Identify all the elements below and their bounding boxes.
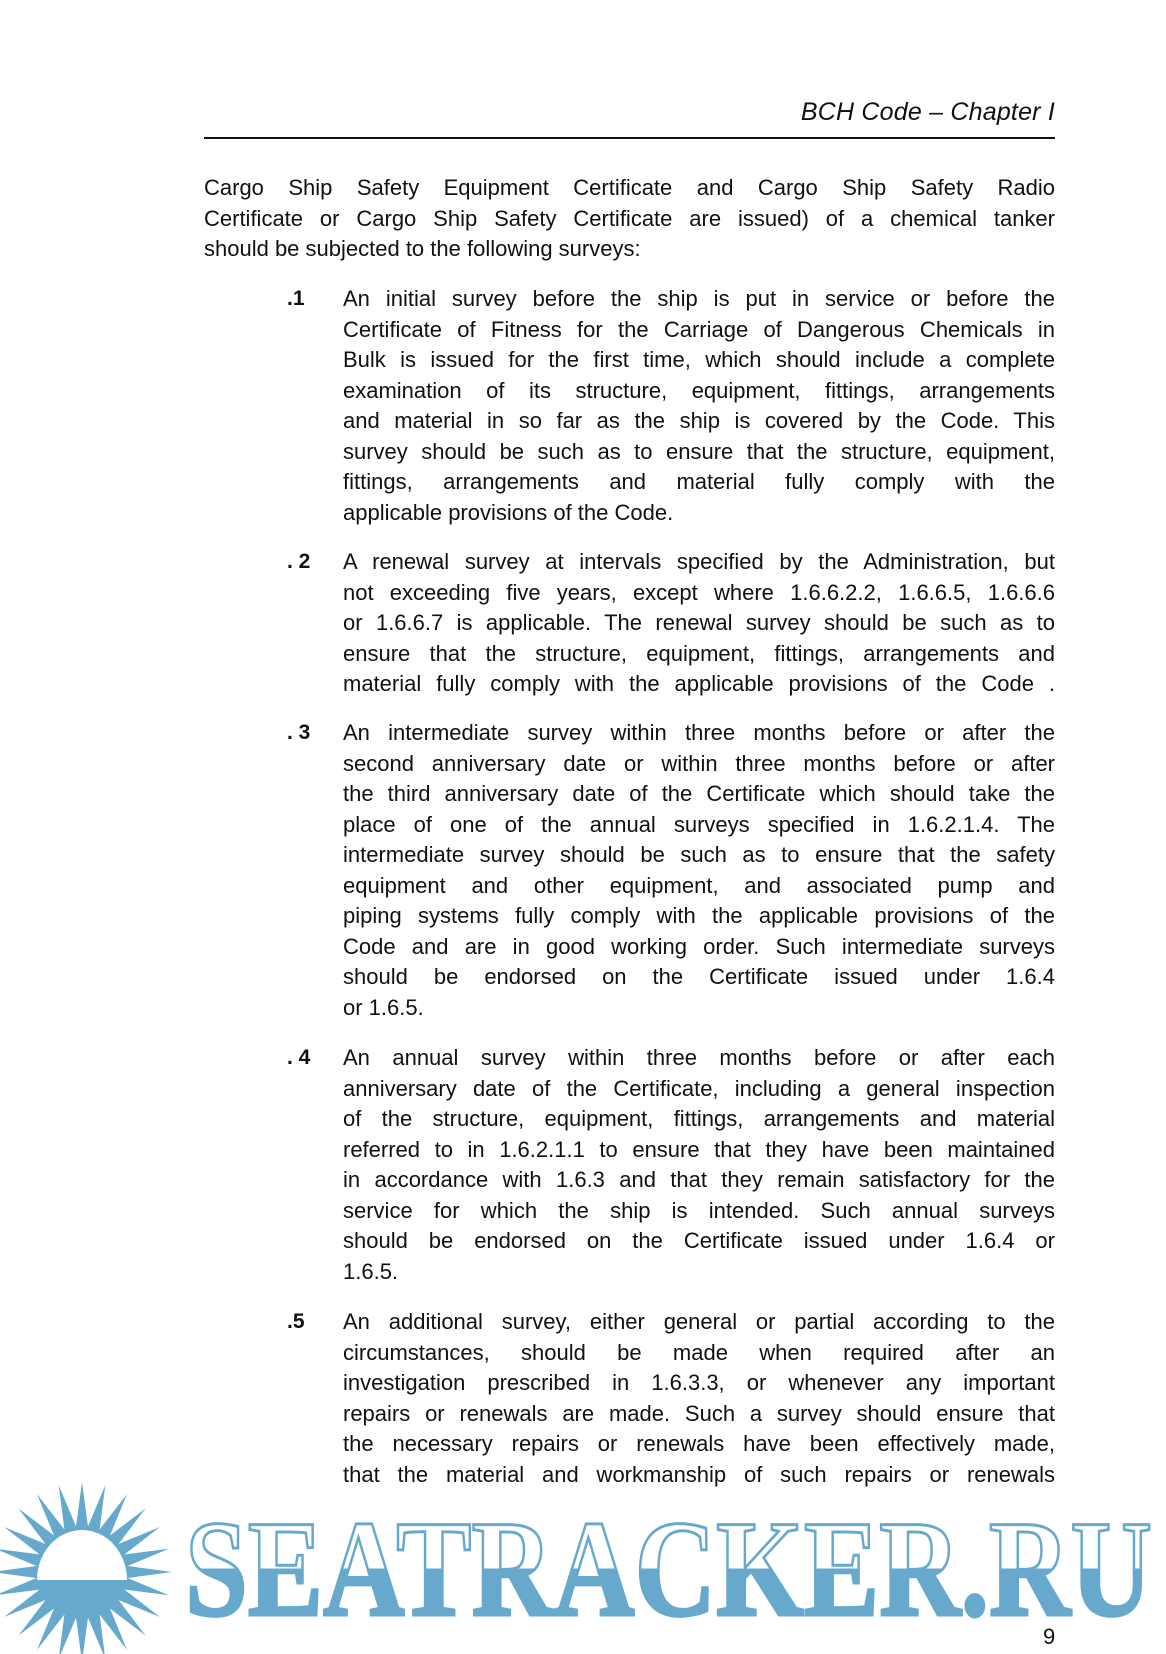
text-line: ensure that the structure, equipment, fittings, arrangements and [343,640,1055,666]
text-line: An additional survey, either general or partial according to the [343,1309,1055,1334]
text-line: 1.6.5. [343,1258,399,1284]
text-line: or 1.6.5. [343,994,424,1020]
header-rule [204,137,1055,139]
text-line: An initial survey before the ship is put in service or before the [343,286,1055,311]
watermark-text: SEATRACKER.RU [185,1492,1152,1645]
text-line: the third anniversary date of the Certificate which should take the [343,781,1055,806]
text-line: An annual survey within three months before or after each [343,1045,1055,1070]
text-line: or 1.6.6.7 is applicable. The renewal survey should be such as to [343,610,1055,635]
survey-item-text [343,547,1055,700]
text-line: An intermediate survey within three months before or after the [343,720,1055,745]
intro-paragraph [204,173,1055,265]
text-line: Cargo Ship Safety Equipment Certificate and Cargo Ship Safety Radio [204,175,1055,200]
survey-item-text [343,284,1055,528]
text-line: Certificate or Cargo Ship Safety Certificate are issued) of a chemical tanker [204,205,1055,231]
survey-item-text [343,1307,1055,1490]
text-line: place of one of the annual surveys specified in 1.6.2.1.4. The [343,811,1055,837]
text-line: repairs or renewals are made. Such a survey should ensure that [343,1400,1055,1426]
text-line: equipment and other equipment, and associated pump and [343,872,1055,898]
text-line: Bulk is issued for the first time, which should include a complete [343,347,1055,372]
text-line: piping systems fully comply with the applicable provisions of the [343,903,1055,928]
survey-item-text [343,1043,1055,1287]
text-line: survey should be such as to ensure that the structure, equipment, [343,438,1055,464]
text-line: referred to in 1.6.2.1.1 to ensure that they have been maintained [343,1136,1055,1162]
text-line: should be endorsed on the Certificate issued under 1.6.4 or [343,1228,1055,1253]
text-line: A renewal survey at intervals specified by the Administration, but [343,549,1055,574]
text-line: investigation prescribed in 1.6.3.3, or whenever any important [343,1370,1055,1395]
text-line: Code and are in good working order. Such intermediate surveys [343,933,1055,959]
text-line: should be endorsed on the Certificate issued under 1.6.4 [343,964,1055,989]
text-line: and material in so far as the ship is covered by the Code. This [343,408,1055,433]
sun-icon [0,1482,172,1654]
text-line: fittings, arrangements and material fully comply with the [343,469,1055,494]
text-line: applicable provisions of the Code. [343,499,674,525]
text-line: circumstances, should be made when required after an [343,1339,1055,1365]
text-line: in accordance with 1.6.3 and that they remain satisfactory for the [343,1167,1055,1192]
text-line: service for which the ship is intended. Such annual surveys [343,1197,1055,1223]
item-number: . 4 [287,1046,311,1069]
item-number: .1 [287,287,305,310]
text-line: examination of its structure, equipment, fittings, arrangements [343,377,1055,403]
item-number: . 3 [287,721,311,744]
item-number: .5 [287,1310,305,1333]
text-line: of the structure, equipment, fittings, arrangements and material [343,1106,1055,1131]
page-number: 9 [1043,1624,1056,1649]
running-head: BCH Code – Chapter I [800,98,1055,126]
text-line: that the material and workmanship of such repairs or renewals [343,1461,1055,1487]
text-line: should be subjected to the following surveys: [204,236,641,261]
survey-item-text [343,718,1055,1023]
watermark-logo [0,1480,1166,1654]
text-line: not exceeding five years, except where 1.6.6.2.2, 1.6.6.5, 1.6.6.6 [343,579,1055,605]
text-line: anniversary date of the Certificate, including a general inspection [343,1075,1055,1101]
text-line: the necessary repairs or renewals have been effectively made, [343,1431,1055,1456]
text-line: material fully comply with the applicable provisions of the Code . [343,671,1055,696]
text-line: second anniversary date or within three months before or after [343,750,1055,776]
text-line: Certificate of Fitness for the Carriage of Dangerous Chemicals in [343,316,1055,342]
item-number: . 2 [287,550,311,573]
text-line: intermediate survey should be such as to ensure that the safety [343,842,1055,867]
